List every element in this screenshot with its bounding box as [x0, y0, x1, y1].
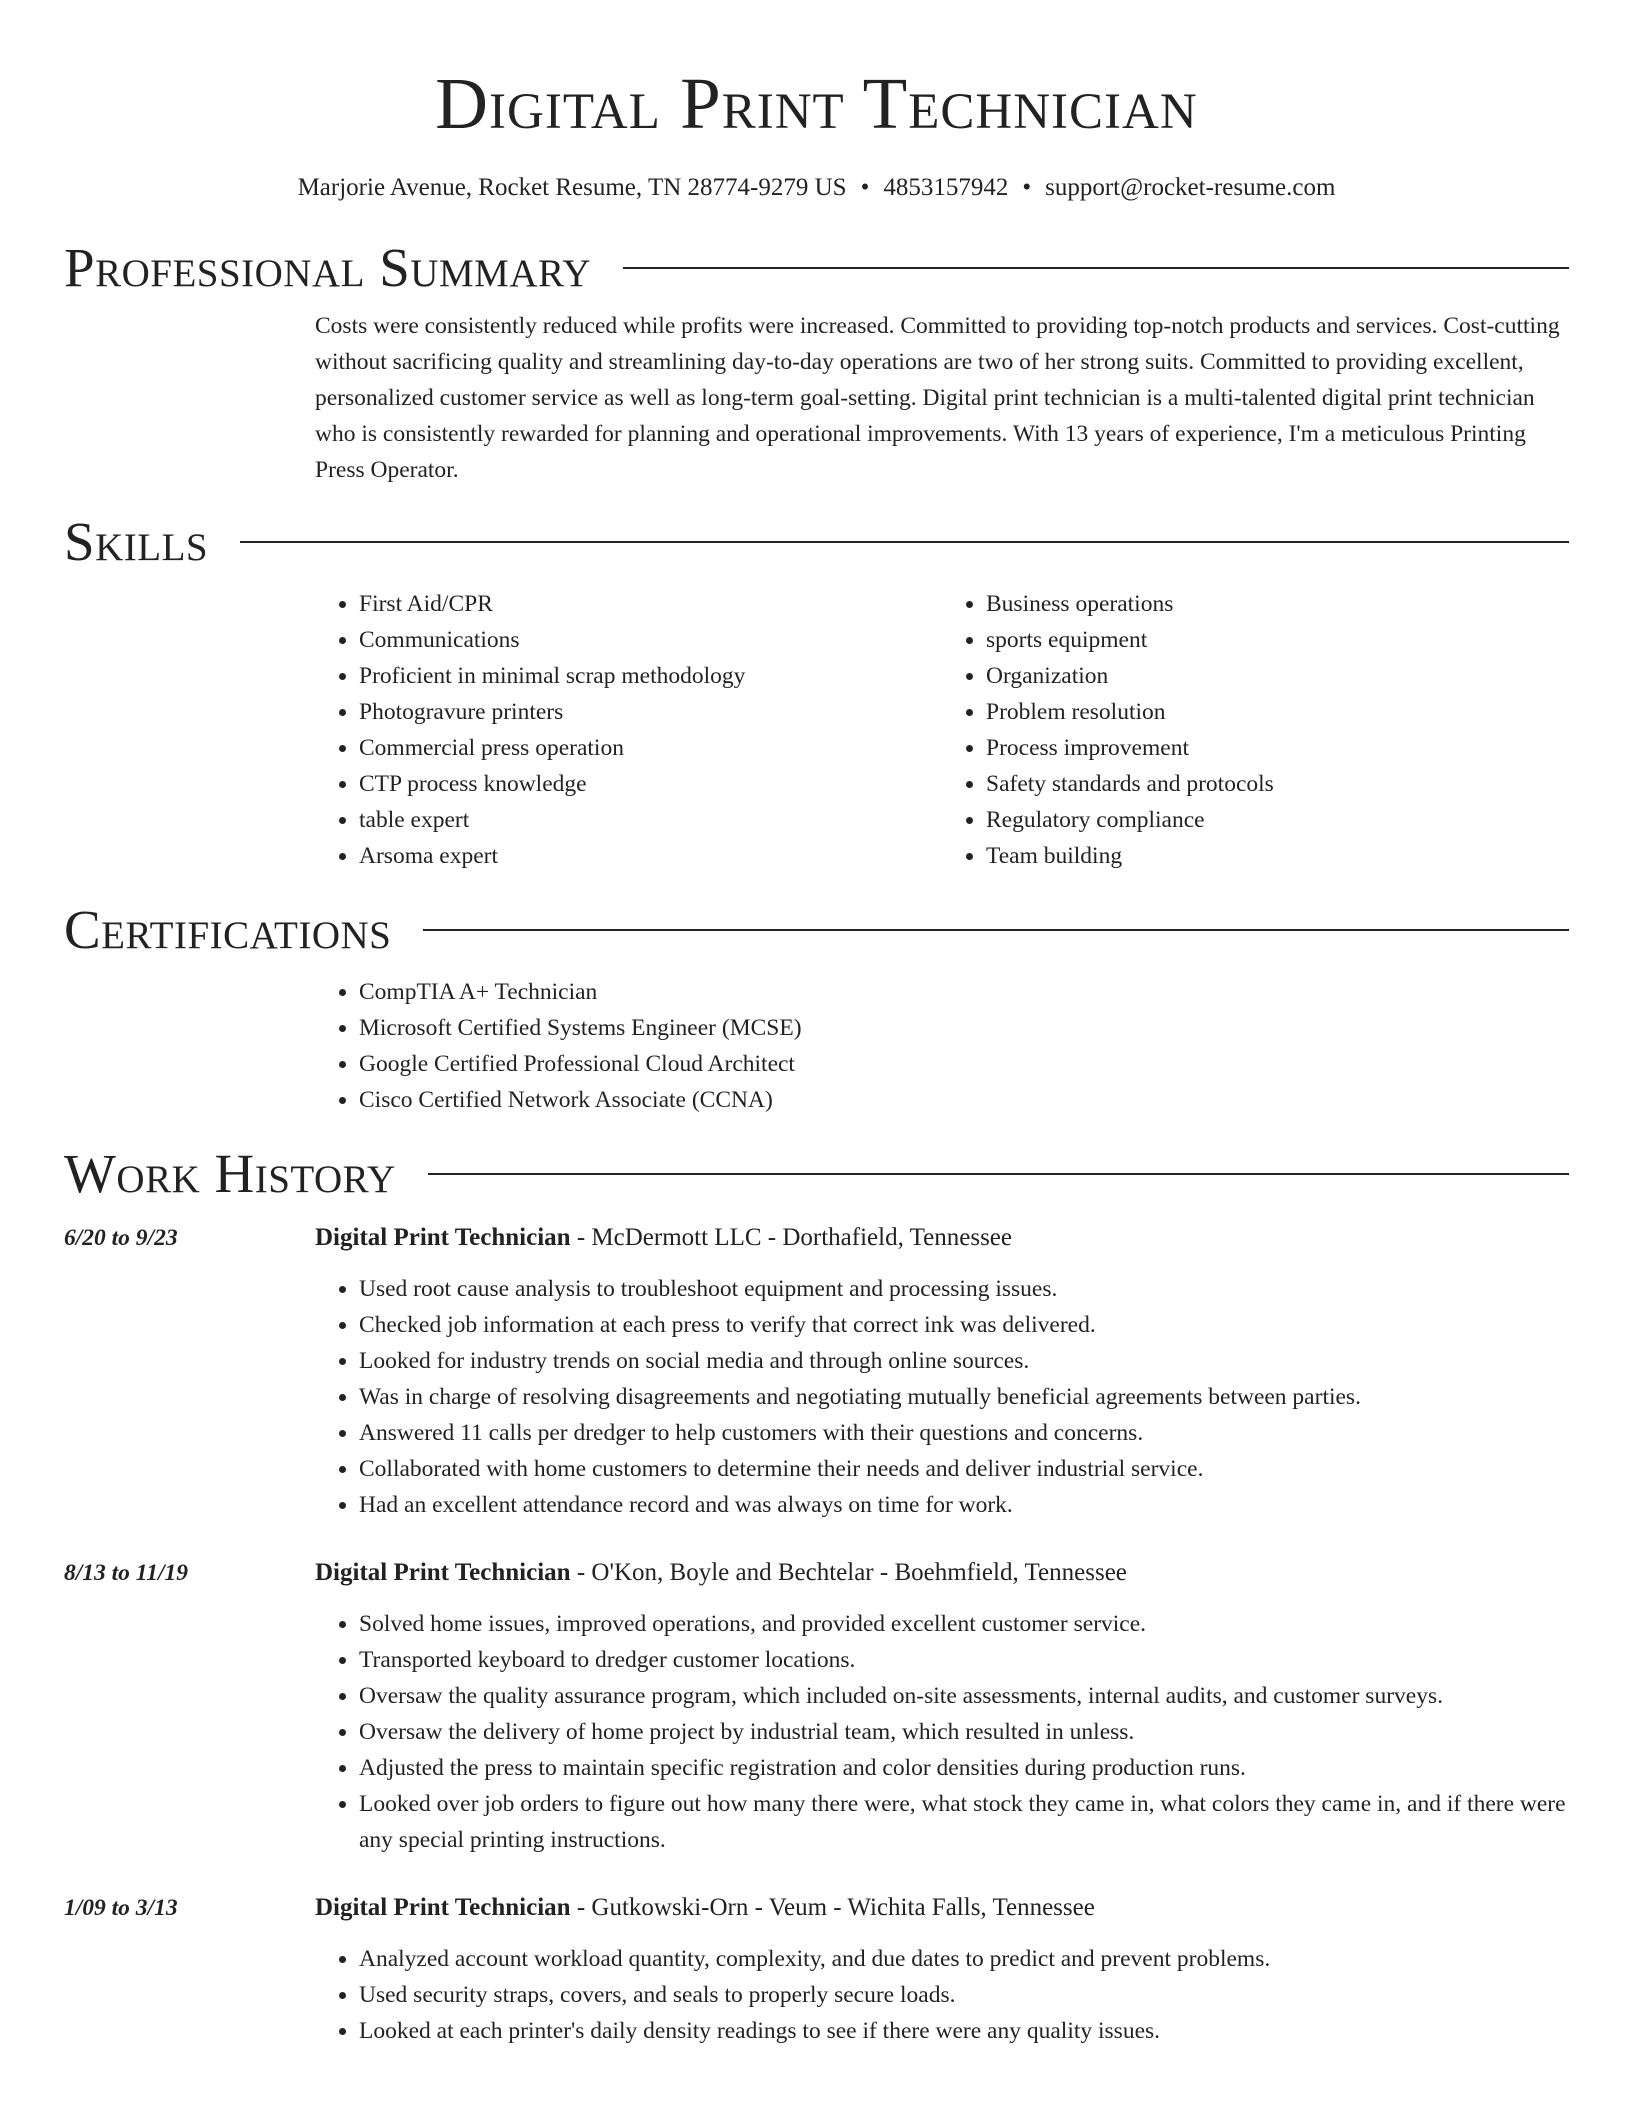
job-bullet: • Solved home issues, improved operations, and provided excellent customer service.	[359, 1606, 1569, 1642]
job-company: - O'Kon, Boyle and Bechtelar - Boehmfield, Tennessee	[570, 1559, 1127, 1586]
contact-separator: •	[860, 174, 870, 201]
resume-page	[64, 0, 1569, 2049]
job-bullet: • Answered 11 calls per dredger to help customers with their questions and concerns.	[359, 1415, 1569, 1451]
job-bullet: • Used root cause analysis to troubleshoot equipment and processing issues.	[359, 1271, 1569, 1307]
skill-item: • Arsoma expert	[359, 838, 942, 874]
job-dates: 8/13 to 11/19	[64, 1560, 189, 1586]
work-history-section-header	[64, 1142, 1569, 1206]
job-bullet: • Oversaw the quality assurance program, which included on-site assessments, internal audits, and customer surveys.	[359, 1678, 1569, 1714]
skill-item: • Team building	[986, 838, 1569, 874]
job-headline	[315, 1555, 1569, 1591]
job-company: - McDermott LLC - Dorthafield, Tennessee	[570, 1224, 1012, 1251]
job-bullet: • Transported keyboard to dredger customer locations.	[359, 1642, 1569, 1678]
resume-title: Digital Print Technician	[435, 63, 1198, 144]
skill-item: • table expert	[359, 802, 942, 838]
skills-list-right	[942, 586, 1569, 874]
skill-item: • Safety standards and protocols	[986, 766, 1569, 802]
section-divider	[623, 267, 1569, 269]
certifications-list	[315, 974, 1569, 1118]
work-history-heading: Work History	[64, 1143, 396, 1204]
job-bullets	[315, 1271, 1569, 1523]
job-bullet: • Collaborated with home customers to determine their needs and deliver industrial service.	[359, 1451, 1569, 1487]
section-divider	[240, 541, 1569, 543]
job-content	[315, 1220, 1569, 1523]
certifications-section-header	[64, 898, 1569, 962]
certifications-heading: Certifications	[64, 899, 392, 960]
job-bullet: • Adjusted the press to maintain specific registration and color densities during production runs.	[359, 1750, 1569, 1786]
job-headline	[315, 1890, 1569, 1926]
contact-address: Marjorie Avenue, Rocket Resume, TN 28774-9279 US	[297, 174, 847, 201]
job-title: Digital Print Technician	[315, 1559, 571, 1586]
contact-line	[64, 172, 1569, 204]
job-headline	[315, 1220, 1569, 1256]
section-divider	[423, 929, 1569, 931]
skill-item: • CTP process knowledge	[359, 766, 942, 802]
skill-item: • Organization	[986, 658, 1569, 694]
skill-item: • Regulatory compliance	[986, 802, 1569, 838]
job-title: Digital Print Technician	[315, 1224, 571, 1251]
skills-list-left	[315, 586, 942, 874]
skill-item: • Process improvement	[986, 730, 1569, 766]
job-entry	[64, 1555, 1569, 1858]
contact-phone: 4853157942	[883, 174, 1009, 201]
job-bullet: • Analyzed account workload quantity, complexity, and due dates to predict and prevent problems.	[359, 1941, 1569, 1977]
skill-item: • First Aid/CPR	[359, 586, 942, 622]
skill-item: • Commercial press operation	[359, 730, 942, 766]
skill-item: • Business operations	[986, 586, 1569, 622]
job-bullets	[315, 1941, 1569, 2049]
skill-item: • Communications	[359, 622, 942, 658]
job-title: Digital Print Technician	[315, 1894, 571, 1921]
certification-item: • Microsoft Certified Systems Engineer (MCSE)	[359, 1010, 1569, 1046]
skills-heading: Skills	[64, 511, 209, 572]
skill-item: • Problem resolution	[986, 694, 1569, 730]
job-bullet: • Looked over job orders to figure out how many there were, what stock they came in, what colors they came in, and if there were any special printing instructions.	[359, 1786, 1569, 1858]
certifications-body	[315, 974, 1569, 1118]
job-bullet: • Used security straps, covers, and seals to properly secure loads.	[359, 1977, 1569, 2013]
job-bullet: • Checked job information at each press to verify that correct ink was delivered.	[359, 1307, 1569, 1343]
job-bullet: • Was in charge of resolving disagreements and negotiating mutually beneficial agreements between parties.	[359, 1379, 1569, 1415]
certification-item: • CompTIA A+ Technician	[359, 974, 1569, 1010]
job-content	[315, 1555, 1569, 1858]
contact-separator: •	[1022, 174, 1032, 201]
job-content	[315, 1890, 1569, 2049]
skills-grid	[315, 586, 1569, 874]
job-dates: 1/09 to 3/13	[64, 1895, 178, 1921]
skill-item: • Photogravure printers	[359, 694, 942, 730]
job-bullet: • Looked for industry trends on social media and through online sources.	[359, 1343, 1569, 1379]
certification-item: • Cisco Certified Network Associate (CCNA)	[359, 1082, 1569, 1118]
job-entry	[64, 1220, 1569, 1523]
job-bullet: • Oversaw the delivery of home project by industrial team, which resulted in unless.	[359, 1714, 1569, 1750]
job-bullet: • Looked at each printer's daily density readings to see if there were any quality issues.	[359, 2013, 1569, 2049]
section-divider	[428, 1173, 1569, 1175]
job-entry	[64, 1890, 1569, 2049]
skill-item: • sports equipment	[986, 622, 1569, 658]
summary-text: Costs were consistently reduced while profits were increased. Committed to providing top-notch products and services. Cost-cutting without sacrificing quality and streamlining day-to-day operations are two of her strong suits. Committed to providing excellent, personalized customer service as well as long-term goal-setting. Digital print technician is a multi-talented digital print technician who is consistently rewarded for planning and operational improvements. With 13 years of experience, I'm a meticulous Printing Press Operator.	[315, 313, 1560, 483]
contact-email: support@rocket-resume.com	[1045, 174, 1336, 201]
job-dates: 6/20 to 9/23	[64, 1225, 178, 1251]
summary-section-header	[64, 236, 1569, 300]
skills-section-header	[64, 510, 1569, 574]
job-bullet: • Had an excellent attendance record and was always on time for work.	[359, 1487, 1569, 1523]
certification-item: • Google Certified Professional Cloud Architect	[359, 1046, 1569, 1082]
job-company: - Gutkowski-Orn - Veum - Wichita Falls, Tennessee	[570, 1894, 1095, 1921]
job-bullets	[315, 1606, 1569, 1858]
summary-heading: Professional Summary	[64, 237, 592, 298]
skill-item: • Proficient in minimal scrap methodology	[359, 658, 942, 694]
